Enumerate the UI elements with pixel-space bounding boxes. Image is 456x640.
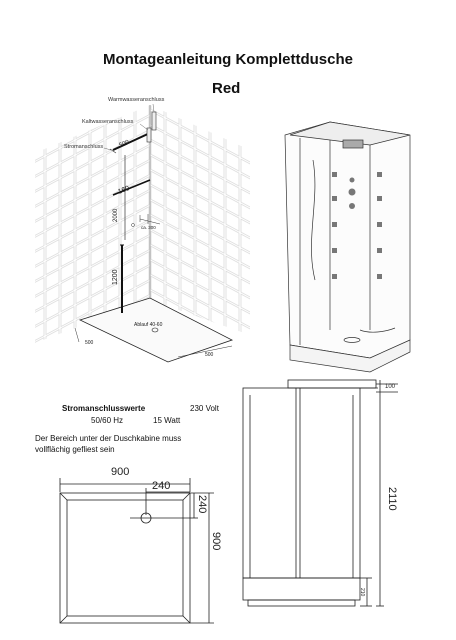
dim-top-500: 500 (118, 139, 131, 149)
dim-floor-right: 500 (205, 352, 214, 358)
plan-dim-240-x: 240 (152, 480, 171, 492)
dim-2000: 2000 (113, 208, 119, 222)
frequency-value: 50/60 Hz (91, 416, 124, 425)
note-line-1: Der Bereich unter der Duschkabine muss (35, 434, 182, 443)
hot-water-label: Warmwasseranschluss (108, 97, 165, 103)
power-values-heading: Stromanschlusswerte (62, 404, 146, 413)
side-dim-100: 100 (385, 384, 396, 390)
dim-1200: 1200 (112, 269, 119, 285)
dim-160: 160 (117, 184, 131, 196)
dim-floor-left: 500 (85, 340, 94, 346)
plan-dim-240-y: 240 (196, 495, 208, 514)
dim-ca-300: ca. 300 (141, 225, 156, 230)
plan-dim-900-width: 900 (111, 466, 130, 478)
cabin-top-panel (288, 380, 376, 388)
side-dim-2110: 2110 (386, 487, 398, 511)
plan-dim-900-depth: 900 (210, 532, 222, 551)
power-label: Stromanschluss (64, 144, 104, 150)
product-name: Red (212, 80, 241, 97)
note-line-2: vollflächig gefliest sein (35, 445, 115, 454)
cabin-body (243, 388, 360, 578)
document-title: Montageanleitung Komplettdusche (102, 51, 353, 68)
drain-label: Ablauf 40-60 (134, 322, 163, 328)
side-dim-210: 210 (359, 588, 365, 597)
wattage-value: 15 Watt (153, 416, 181, 425)
cold-water-label: Kaltwasseranschluss (82, 119, 134, 125)
voltage-value: 230 Volt (190, 404, 219, 413)
tray-base (243, 578, 360, 600)
